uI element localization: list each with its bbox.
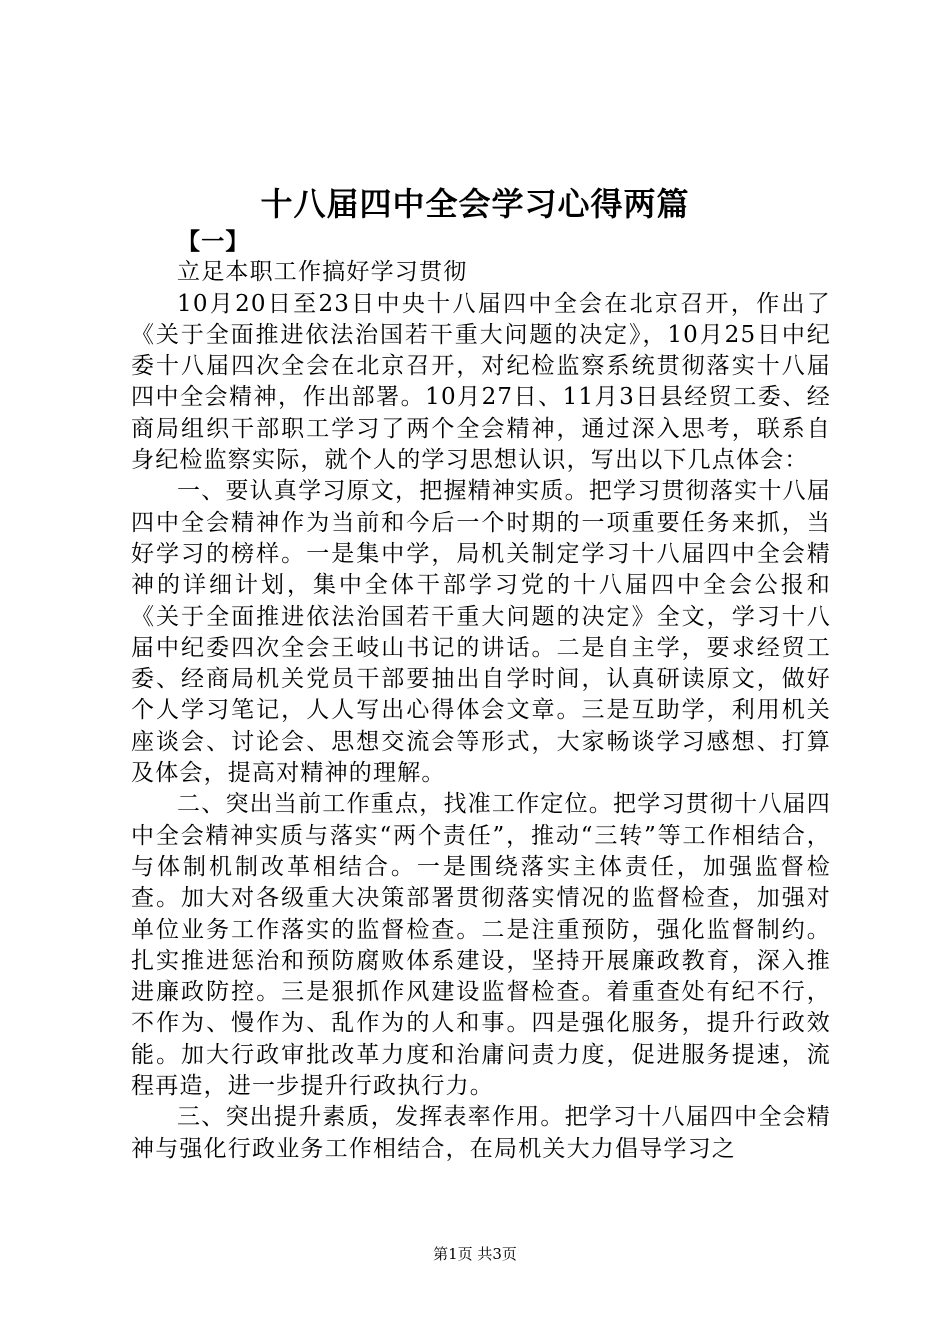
document-title: 十八届四中全会学习心得两篇: [260, 185, 690, 223]
paragraph-point-3: 三、突出提升素质，发挥表率作用。把学习十八届四中全会精神与强化行政业务工作相结合，在局机关大力倡导学习之: [131, 1104, 831, 1162]
paragraph-point-1: 一、要认真学习原文，把握精神实质。把学习贯彻落实十八届四中全会精神作为当前和今后一个时期的一项重要任务来抓，当好学习的榜样。一是集中学，局机关制定学习十八届四中全会精神的详细计划，集中全体干部学习党的十八届四中全会公报和《关于全面推进依法治国若干重大问题的决定》全文，学习十八届中纪委四次全会王岐山书记的讲话。二是自主学，要求经贸工委、经商局机关党员干部要抽出自学时间，认真研读原文，做好个人学习笔记，人人写出心得体会文章。三是互助学，利用机关座谈会、讨论会、思想交流会等形式，大家畅谈学习感想、打算及体会，提高对精神的理解。: [131, 478, 831, 787]
paragraph-intro: 10月20日至23日中央十八届四中全会在北京召开，作出了《关于全面推进依法治国若干重大问题的决定》，10月25日中纪委十八届四次全会在北京召开，对纪检监察系统贯彻落实十八届四中全会精神，作出部署。10月27日、11月3日县经贸工委、经商局组织干部职工学习了两个全会精神，通过深入思考，联系自身纪检监察实际，就个人的学习思想认识，写出以下几点体会：: [131, 290, 831, 474]
section-subtitle: 立足本职工作搞好学习贯彻: [177, 259, 468, 286]
section-marker: 【一】: [177, 228, 250, 255]
page-footer: 第1页 共3页: [433, 1245, 517, 1263]
paragraph-point-2: 二、突出当前工作重点，找准工作定位。把学习贯彻十八届四中全会精神实质与落实“两个责任”，推动“三转”等工作相结合，与体制机制改革相结合。一是围绕落实主体责任，加强监督检查。加大对各级重大决策部署贯彻落实情况的监督检查，加强对单位业务工作落实的监督检查。二是注重预防，强化监督制约。扎实推进惩治和预防腐败体系建设，坚持开展廉政教育，深入推进廉政防控。三是狠抓作风建设监督检查。着重查处有纪不行，不作为、慢作为、乱作为的人和事。四是强化服务，提升行政效能。加大行政审批改革力度和治庸问责力度，促进服务提速，流程再造，进一步提升行政执行力。: [131, 791, 831, 1100]
document-body: [131, 226, 831, 1165]
